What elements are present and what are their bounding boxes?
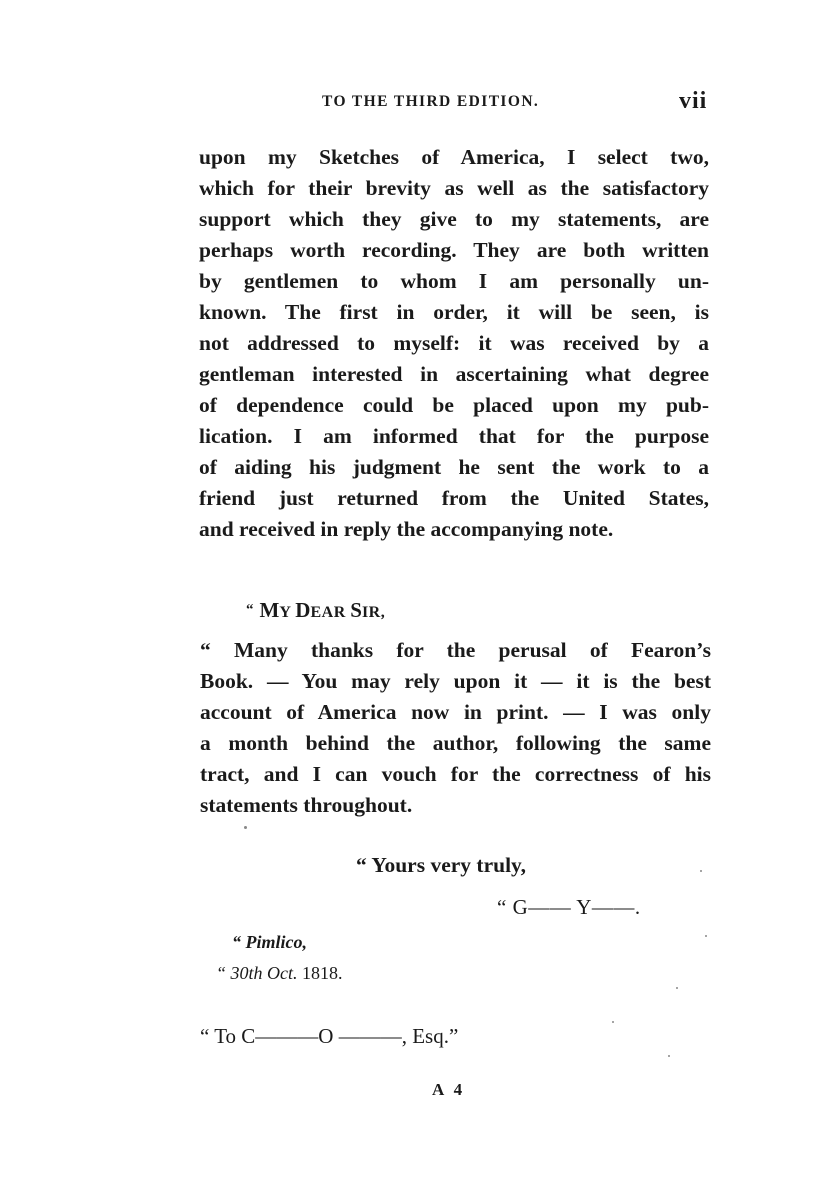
date-month: Oct.	[267, 963, 298, 983]
paragraph-line: by gentlemen to whom I am personally un-	[199, 269, 709, 293]
paragraph-line: upon my Sketches of America, I select two,	[199, 145, 709, 169]
page-number: vii	[679, 88, 708, 114]
letter-closing: “ Yours very truly,	[356, 853, 526, 877]
letter-place: “ Pimlico,	[232, 932, 307, 952]
paragraph-line: support which they give to my statements, are	[199, 207, 709, 231]
print-speck	[668, 1055, 670, 1057]
letter-line: “ Many thanks for the perusal of Fearon’s	[200, 638, 711, 662]
letter-addressee: “ To C———O ———, Esq.”	[200, 1024, 459, 1048]
salutation-quote: “	[246, 602, 254, 618]
paragraph-line: of aiding his judgment he sent the work to a	[199, 455, 709, 479]
letter-line: Book. — You may rely upon it — it is the best	[200, 669, 711, 693]
letter-line: a month behind the author, following the same	[200, 731, 711, 755]
print-speck	[676, 987, 678, 989]
salutation-part: M	[259, 598, 280, 622]
letter-line: tract, and I can vouch for the correctness of his	[200, 762, 711, 786]
paragraph-line: friend just returned from the United States,	[199, 486, 709, 510]
paragraph-line: of dependence could be placed upon my pub-	[199, 393, 709, 417]
salutation-part: IR,	[361, 604, 386, 621]
running-head: TO THE THIRD EDITION.	[322, 93, 540, 110]
print-speck	[244, 826, 247, 829]
letter-salutation	[246, 598, 385, 623]
letter-body	[200, 635, 711, 821]
print-speck	[700, 870, 702, 872]
salutation-part: S	[350, 598, 362, 622]
paragraph-line: known. The first in order, it will be seen, is	[199, 300, 709, 324]
print-speck	[705, 935, 707, 937]
print-speck	[612, 1021, 614, 1023]
letter-line: account of America now in print. — I was only	[200, 700, 711, 724]
date-day: “ 30th	[216, 963, 263, 983]
paragraph-line: gentleman interested in ascertaining what degree	[199, 362, 709, 386]
salutation-part: Y	[279, 604, 296, 621]
salutation-part: D	[295, 598, 311, 622]
date-year: 1818.	[302, 963, 343, 983]
letter-signature: “ G—— Y——.	[497, 895, 641, 919]
salutation-part: EAR	[310, 604, 351, 621]
paragraph-line: and received in reply the accompanying note.	[199, 517, 614, 541]
paragraph-line: lication. I am informed that for the purpose	[199, 424, 709, 448]
paragraph-line: which for their brevity as well as the satisfactory	[199, 176, 709, 200]
letter-line: statements throughout.	[200, 793, 413, 817]
letter-date	[216, 963, 343, 984]
printer-signature-mark: A 4	[432, 1080, 466, 1099]
paragraph-line: not addressed to myself: it was received by a	[199, 331, 709, 355]
paragraph-line: perhaps worth recording. They are both written	[199, 238, 709, 262]
intro-paragraph	[199, 142, 709, 545]
